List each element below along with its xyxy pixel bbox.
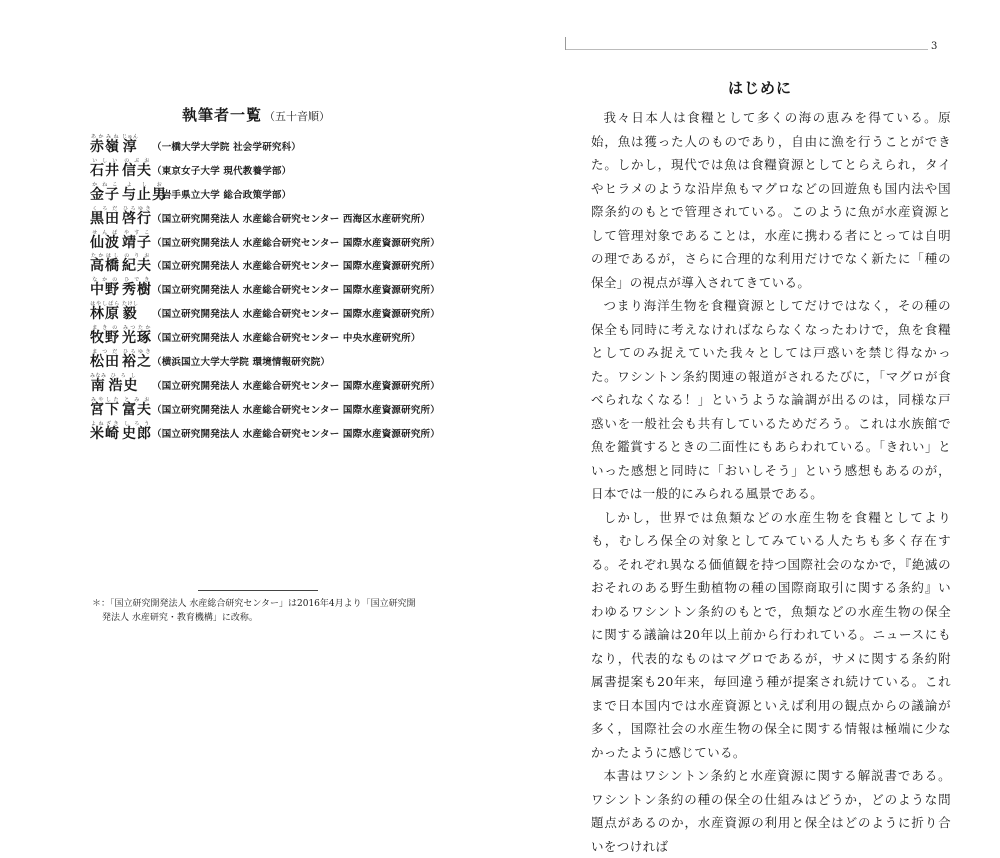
section-title: はじめに	[728, 79, 793, 97]
surname-furigana: あかみね	[90, 134, 120, 140]
paragraph: つまり海洋生物を食糧資源としてだけではなく，その種の保全も同時に考えなければならなくなったわけで，魚を食糧としてのみ捉えていた我々としては戸惑いを禁じ得なかった。ワシントン条約関連の報道がされるたびに，「マグロが食べられなくなる！」というような論調が出るのは，同様な戸惑いを一般社会も共有しているためだろう。これは水族館で魚を鑑賞するときの二面性にもあらわれている。「きれい」といった感想と同時に「おいしそう」という感想もあるのが，日本では一般的にみられる風景である。	[591, 298, 951, 501]
given-name-text: 富夫	[122, 401, 152, 418]
given-name-furigana: ひろし	[108, 372, 139, 379]
surname-text: 赤嶺	[90, 139, 120, 155]
given-name-text: 与止男	[122, 186, 167, 203]
given-name	[122, 349, 152, 371]
contributor-row	[90, 369, 450, 393]
surname-furigana: せんば	[90, 229, 120, 236]
given-name-furigana: のりお	[122, 253, 152, 260]
given-name	[122, 421, 152, 443]
contributor-name	[90, 373, 139, 395]
contributor-row	[90, 345, 450, 369]
page-number: 3	[931, 41, 938, 52]
contributors-title: 執筆者一覧	[182, 106, 263, 124]
given-name	[122, 277, 152, 299]
surname	[90, 277, 120, 299]
contributor-affiliation: （国立研究開発法人 水産総合研究センター 国際水産資源研究所）	[152, 261, 440, 273]
surname	[90, 301, 120, 323]
given-name-furigana: ひろゆき	[122, 349, 152, 356]
paragraph: 我々日本人は食糧として多くの海の恵みを得ている。原始，魚は獲った人のものであり，自由に漁を行うことができた。しかし，現代では魚は食糧資源としてとらえられ，タイやヒラメのような沿岸魚もマグロなどの回遊魚も国内法や国際条約のもとで管理されている。このように魚が水産資源として管理対象であることは，水産に携わる者にとっては自明の理であるが，さらに合理的な利用だけでなく新たに「種の保全」の視点が導入されてきている。	[591, 110, 951, 290]
contributor-name	[90, 158, 152, 180]
contributor-name	[90, 253, 152, 275]
surname-text: 松田	[90, 354, 120, 371]
contributor-affiliation: （東京女子大学 現代教養学部）	[152, 165, 292, 177]
given-name-text: 紀夫	[122, 258, 152, 275]
contributor-affiliation: （国立研究開発法人 水産総合研究センター 中央水産研究所）	[152, 333, 421, 345]
surname-furigana: なかの	[90, 277, 120, 284]
given-name-text: 史郎	[122, 425, 152, 442]
given-name-text: 毅	[122, 306, 139, 323]
given-name	[122, 206, 152, 228]
surname	[90, 182, 120, 204]
paragraph: しかし，世界では魚類などの水産生物を食糧としてよりも，むしろ保全の対象としてみている人たちも多く存在する。それぞれ異なる価値観を持つ国際社会のなかで，『絶滅のおそれのある野生動植物の種の国際商取引に関する条約』いわゆるワシントン条約のもとで，魚類などの水産生物の保全に関する議論は20年以上前から行われている。ニュースにもなり，代表的なものはマグロであるが，サメに関する条約附属書提案も20年来，毎回違う種が提案され続けている。これまで日本国内では水産資源といえば利用の観点からの議論が多く，国際社会の水産生物の保全に関する情報は極端に少なかったように感じている。	[591, 509, 951, 760]
surname-text: 宮下	[90, 401, 120, 418]
surname-furigana: よねざき	[90, 420, 120, 427]
surname-furigana: かねこ	[90, 181, 120, 188]
contributor-affiliation: （一橋大学大学院 社会学研究科）	[152, 142, 302, 153]
given-name-furigana: じゅん	[122, 134, 139, 140]
contributor-name	[90, 421, 152, 443]
surname-furigana: くろだ	[90, 205, 120, 212]
header-rule	[566, 49, 928, 50]
given-name-furigana: たけし	[122, 301, 139, 308]
contributor-affiliation: （国立研究開発法人 水産総合研究センター 国際水産資源研究所）	[152, 237, 440, 249]
given-name-furigana: とみお	[122, 396, 152, 403]
contributor-name	[90, 301, 139, 323]
surname	[90, 206, 120, 228]
contributor-row	[90, 226, 450, 250]
surname-text: 金子	[90, 186, 120, 203]
contributor-affiliation: （岩手県立大学 総合政策学部）	[152, 189, 292, 201]
given-name	[122, 134, 139, 156]
footnote-rule	[198, 590, 318, 591]
surname	[90, 349, 120, 371]
surname-furigana: いしい	[90, 157, 120, 164]
surname-furigana: まつだ	[90, 349, 120, 356]
surname-furigana: みやした	[90, 396, 120, 403]
surname-text: 石井	[90, 162, 120, 179]
given-name-text: 裕之	[122, 354, 152, 371]
surname	[90, 134, 120, 156]
given-name	[122, 397, 152, 419]
contributor-affiliation: （国立研究開発法人 水産総合研究センター 国際水産資源研究所）	[152, 380, 440, 392]
given-name-text: 信夫	[122, 162, 152, 179]
contributor-name	[90, 230, 152, 252]
preface-page	[500, 0, 1000, 854]
contributor-row	[90, 249, 450, 273]
surname-text: 牧野	[90, 330, 120, 347]
given-name-text: 秀樹	[122, 282, 152, 299]
contributor-affiliation: （国立研究開発法人 水産総合研究センター 国際水産資源研究所）	[152, 404, 440, 416]
given-name-furigana: ひでき	[122, 277, 152, 284]
surname	[90, 397, 120, 419]
surname	[90, 253, 120, 275]
surname	[90, 373, 107, 395]
contributor-row	[90, 130, 450, 154]
contributor-row	[90, 393, 450, 417]
contributor-name	[90, 206, 152, 228]
contributor-name	[90, 134, 139, 156]
contributor-name	[90, 325, 152, 347]
contributor-row	[90, 297, 450, 321]
surname-text: 仙波	[90, 234, 120, 251]
contributor-affiliation: （国立研究開発法人 水産総合研究センター 国際水産資源研究所）	[152, 285, 440, 297]
contributor-name	[90, 277, 152, 299]
surname-text: 林原	[90, 306, 120, 323]
contributors-heading	[182, 104, 382, 125]
given-name-furigana: のぶお	[122, 157, 152, 164]
contributor-name	[90, 349, 152, 371]
given-name-furigana: しろう	[122, 420, 152, 427]
surname-furigana: はやしばら	[90, 301, 120, 308]
surname	[90, 421, 120, 443]
paragraph: 本書はワシントン条約と水産資源に関する解説書である。ワシントン条約の種の保全の仕組みはどうか，どのような問題点があるのか，水産資源の利用と保全はどのように折り合いをつければ	[591, 768, 951, 854]
surname-furigana: みなみ	[90, 372, 107, 379]
contributor-affiliation: （国立研究開発法人 水産総合研究センター 国際水産資源研究所）	[152, 309, 440, 321]
contributor-list	[90, 130, 450, 441]
contributors-order-note: （五十音順）	[264, 110, 331, 123]
contributor-row	[90, 273, 450, 297]
surname-text: 黒田	[90, 210, 120, 227]
surname	[90, 230, 120, 252]
surname-text: 米崎	[90, 425, 120, 442]
contributor-affiliation: （横浜国立大学大学院 環境情報研究院）	[152, 357, 331, 369]
surname-furigana: まきの	[90, 325, 120, 332]
given-name-furigana: ひろゆき	[122, 205, 152, 212]
contributor-affiliation: （国立研究開発法人 水産総合研究センター 国際水産資源研究所）	[152, 428, 440, 440]
given-name	[122, 253, 152, 275]
given-name-text: 啓行	[122, 210, 152, 227]
given-name-text: 光琢	[122, 330, 152, 347]
given-name	[122, 158, 152, 180]
surname	[90, 158, 120, 180]
given-name-text: 浩史	[108, 377, 139, 394]
given-name	[122, 325, 152, 347]
contributor-row	[90, 321, 450, 345]
given-name-text: 淳	[122, 139, 139, 155]
surname-text: 中野	[90, 282, 120, 299]
given-name	[122, 230, 152, 252]
given-name	[122, 301, 139, 323]
contributor-row	[90, 202, 450, 226]
surname-furigana: たかはし	[90, 253, 120, 260]
contributor-row	[90, 154, 450, 178]
contributors-page	[0, 0, 500, 710]
contributor-name	[90, 397, 152, 419]
contributor-affiliation: （国立研究開発法人 水産総合研究センター 西海区水産研究所）	[152, 213, 431, 225]
surname-text: 南	[90, 377, 107, 394]
surname	[90, 325, 120, 347]
footnote: ＊：「国立研究開発法人 水産総合研究センター」は2016年4月より「国立研究開発法人 水産研究・教育機構」に改称。	[92, 599, 416, 623]
surname-text: 高橋	[90, 258, 120, 275]
preface-body	[591, 106, 951, 858]
given-name-furigana: みつたか	[122, 325, 152, 332]
given-name	[109, 373, 139, 395]
given-name-furigana: やすこ	[122, 229, 152, 236]
contributor-row	[90, 417, 450, 441]
contributor-row	[90, 178, 450, 202]
given-name-furigana: よしお	[122, 181, 167, 188]
given-name-text: 靖子	[122, 234, 152, 251]
